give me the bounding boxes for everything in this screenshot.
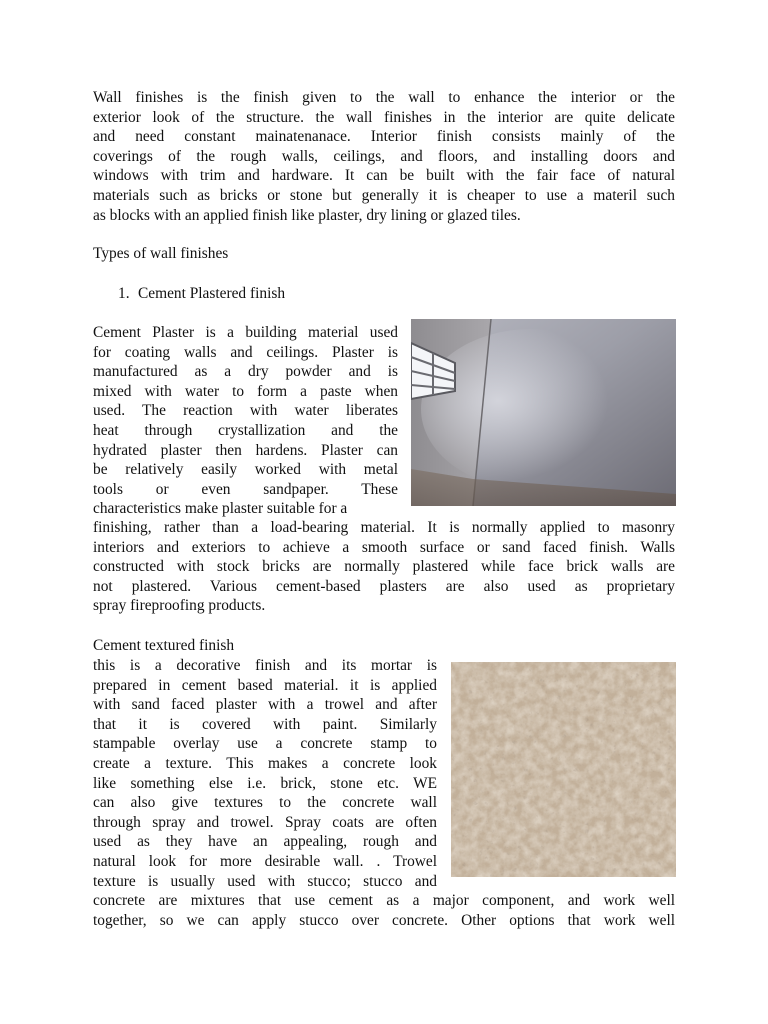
textured-finish-image <box>451 662 676 877</box>
list-number: 1. <box>118 285 130 302</box>
text-line: exterior look of the structure. the wall finishes in the interior are quite delicate <box>93 108 675 126</box>
text-line: through spray and trowel. Spray coats are often <box>93 813 437 831</box>
text-line: constructed with stock bricks are normally plastered while face brick walls are <box>93 558 675 576</box>
textured-heading: Cement textured finish <box>93 637 235 654</box>
list-label: Cement Plastered finish <box>138 285 286 302</box>
plastered-wall-photo <box>411 319 676 506</box>
text-line: with sand faced plaster with a trowel and after <box>93 696 437 714</box>
text-line: used as they have an appealing, rough and <box>93 833 437 851</box>
text-line: used. The reaction with water liberates <box>93 402 398 420</box>
text-line: concrete are mixtures that use cement as a major component, and work well <box>93 892 675 909</box>
text-line: mixed with water to form a paste when <box>93 382 398 400</box>
text-line: texture is usually used with stucco; stucco and <box>93 872 437 890</box>
text-line: can also give textures to the concrete wall <box>93 794 437 812</box>
plastered-wall-image <box>411 319 676 506</box>
text-line: that it is covered with paint. Similarly <box>93 715 437 733</box>
text-line: for coating walls and ceilings. Plaster is <box>93 343 398 361</box>
text-line: tools or even sandpaper. These <box>93 480 398 498</box>
text-line: hydrated plaster then hardens. Plaster can <box>93 441 398 459</box>
text-line: together, so we can apply stucco over concrete. Other options that work well <box>93 911 675 929</box>
text-line: spray fireproofing products. <box>93 597 266 615</box>
text-line: natural look for more desirable wall. . Trowel <box>93 852 437 870</box>
textured-column <box>93 656 437 891</box>
text-line: stampable overlay use a concrete stamp to <box>93 735 437 753</box>
types-heading: Types of wall finishes <box>93 245 229 262</box>
text-line: materials such as bricks or stone but generally it is cheaper to use a materil such <box>93 186 675 204</box>
text-line: heat through crystallization and the <box>93 421 398 439</box>
text-line: finishing, rather than a load-bearing material. It is normally applied to masonry <box>93 519 675 536</box>
text-line: interiors and exteriors to achieve a smooth surface or sand faced finish. Walls <box>93 538 675 556</box>
text-line: create a texture. This makes a concrete look <box>93 754 437 772</box>
text-line: coverings of the rough walls, ceilings, and floors, and installing doors and <box>93 147 675 165</box>
text-line: Cement Plaster is a building material used <box>93 324 398 341</box>
textured-continuation <box>93 891 675 930</box>
text-line: windows with trim and hardware. It can be built with the fair face of natural <box>93 167 675 185</box>
intro-paragraph <box>93 88 675 225</box>
text-line: like something else i.e. brick, stone etc. WE <box>93 774 437 792</box>
text-line: as blocks with an applied finish like plaster, dry lining or glazed tiles. <box>93 206 521 224</box>
text-line: Wall finishes is the finish given to the wall to enhance the interior or the <box>93 89 675 106</box>
cement-plaster-column <box>93 323 398 519</box>
text-line: be relatively easily worked with metal <box>93 461 398 479</box>
list-item-1 <box>118 284 285 304</box>
text-line: and need constant mainatenanace. Interior finish consists mainly of the <box>93 128 675 146</box>
cement-plaster-continuation <box>93 518 675 616</box>
text-line: characteristics make plaster suitable for a <box>93 500 348 518</box>
text-line: prepared in cement based material. it is applied <box>93 676 437 694</box>
textured-finish-photo <box>451 662 676 877</box>
text-line: this is a decorative finish and its mortar is <box>93 657 437 674</box>
text-line: manufactured as a dry powder and is <box>93 363 398 381</box>
text-line: not plastered. Various cement-based plasters are also used as proprietary <box>93 577 675 595</box>
